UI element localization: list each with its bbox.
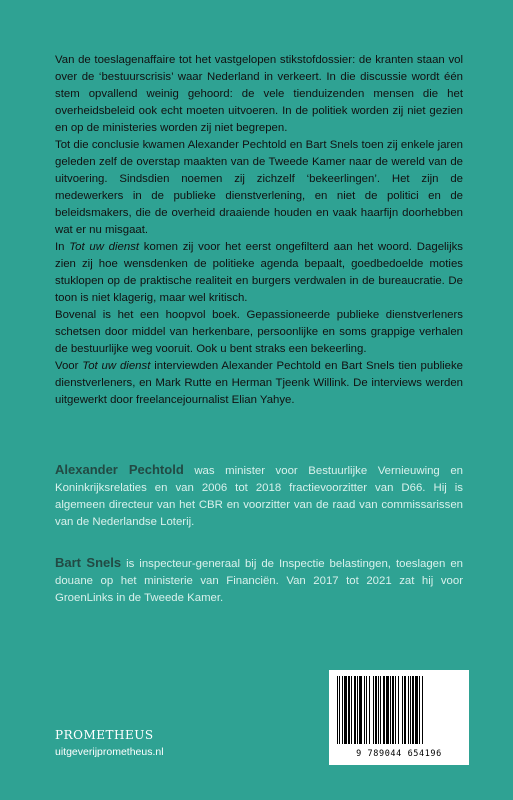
publisher-website: uitgeverijprometheus.nl [55,746,164,758]
blurb-paragraph-5 [55,358,463,409]
blurb-p3-rest: komen zij voor het eerst ongefilterd aan het woord. Dagelijks zien zij hoe wensdenken de politieke agenda bepaalt, goedbedoelde moties stuklopen op de praktische realiteit en burgers verdwalen in de bureaucratie. De toon is niet klagerig, maar wel kritisch. [55,241,464,304]
barcode-icon [329,670,469,750]
author-name: Alexander Pechtold [55,462,184,477]
blurb-paragraph-2: Tot die conclusie kwamen Alexander Pechtold en Bart Snels toen zij enkele jaren geleden zelf de overstap maakten van de Tweede Kamer naar de wereld van de uitvoering. Sindsdien noemen zij zichzelf ‘bekeerlingen’. Het zijn de medewerkers in de publieke dienstverlening, en niet de politici en de beleidsmakers, die de overheid draaiende houden en vaak haarfijn doorhebben wat er nu misgaat. [55,139,463,236]
publisher-logo: PROMETHEUS [55,728,154,742]
blurb-paragraph-3 [55,239,463,307]
blurb-p3-start: In [55,241,70,253]
author-bio-pechtold [55,461,463,531]
blurb-p5-start: Voor [55,360,83,372]
author-bio-text: is inspecteur-generaal bij de Inspectie belastingen, toeslagen en douane op het ministerie van Financiën. Van 2017 tot 2021 zat hij voor GroenLinks in de Tweede Kamer. [55,558,463,604]
isbn-barcode [329,670,469,765]
author-bio-text: was minister voor Bestuurlijke Vernieuwing en Koninkrijksrelaties en van 2006 tot 2018 fractievoorzitter van D66. Hij is algemeen directeur van het CBR en voorzitter van de raad van commissarissen van de Nederlandse Loterij. [55,465,463,528]
back-cover-blurb [55,52,463,409]
barcode-digits: 9 789044 654196 [356,749,442,759]
blurb-paragraph-4: Bovenal is het een hoopvol boek. Gepassioneerde publieke dienstverleners schetsen door middel van herkenbare, persoonlijke en soms grappige verhalen de bestuurlijke weg vooruit. Ook u bent straks een bekeerling. [55,309,463,355]
book-title-mention: Tot uw dienst [69,241,140,253]
author-name: Bart Snels [55,555,122,570]
blurb-paragraph-1: Van de toeslagenaffaire tot het vastgelopen stikstofdossier: de kranten staan vol over de ‘bestuurscrisis’ waar Nederland in verkeert. In die discussie wordt één stem opvallend weinig gehoord: de vele tienduizenden mensen die het overheidsbeleid ook echt moeten uitvoeren. In de politiek worden zij niet gezien en op de ministeries worden zij niet begrepen. [55,54,463,134]
book-title-mention: Tot uw dienst [82,360,151,372]
blurb-p5-rest: interviewden Alexander Pechtold en Bart Snels tien publieke dienstverleners, en Mark Rutte en Herman Tjeenk Willink. De interviews werden uitgewerkt door freelancejournalist Elian Yahye. [55,360,463,406]
author-bio-snels [55,554,463,607]
